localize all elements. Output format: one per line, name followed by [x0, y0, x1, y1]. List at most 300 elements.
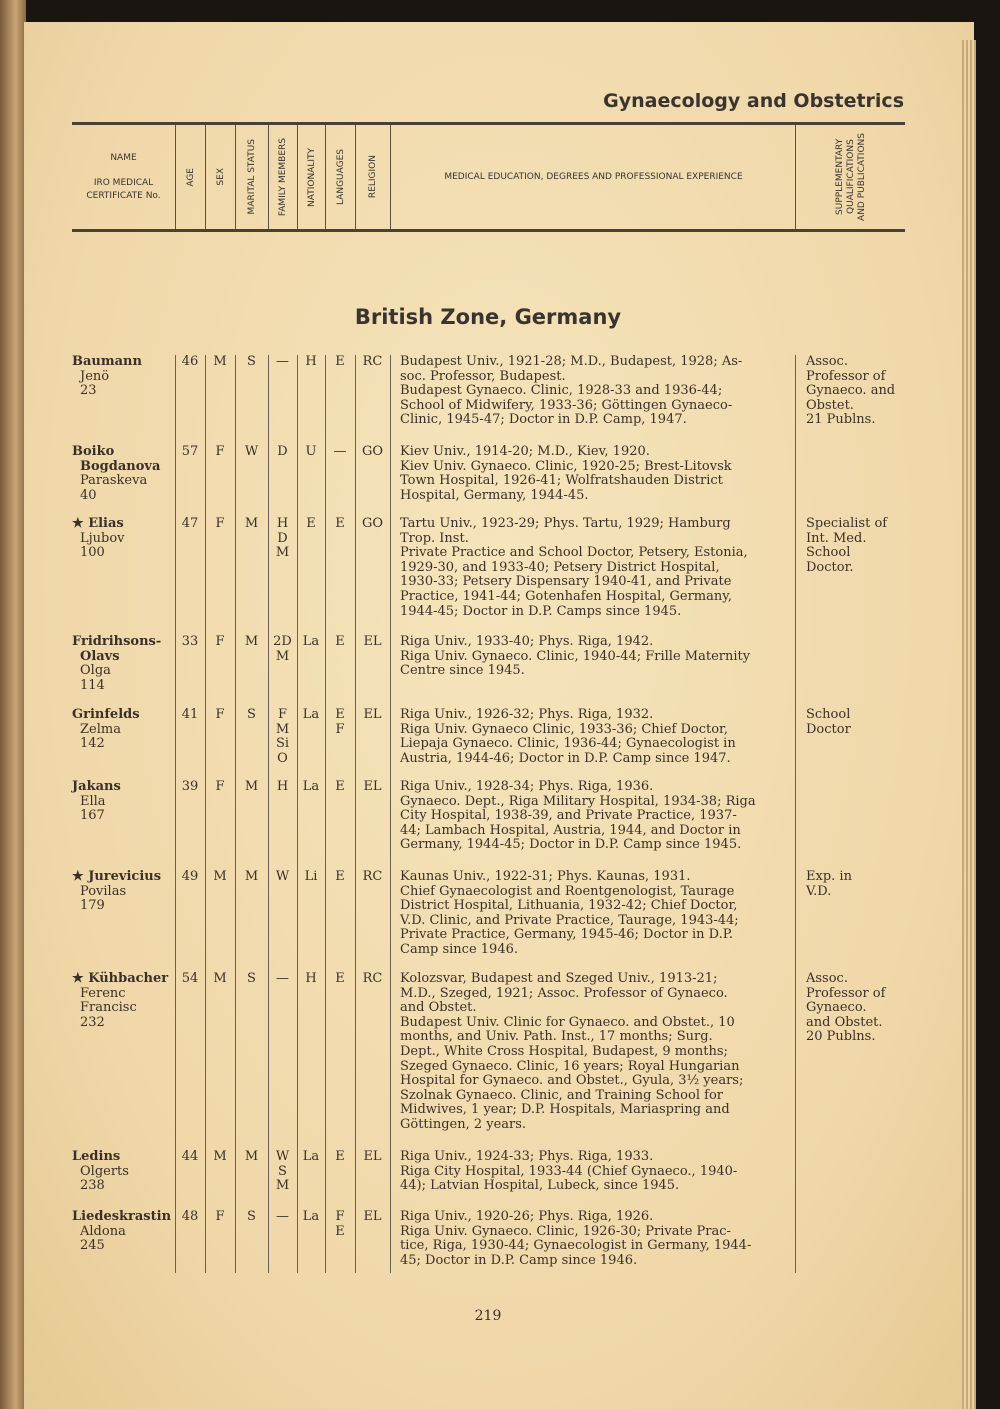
family-value: O	[277, 750, 288, 766]
marital-cell	[235, 870, 268, 885]
sex-cell	[205, 708, 235, 723]
sex-cell	[205, 870, 235, 885]
family-value: M	[275, 1178, 290, 1194]
sex-value: F	[215, 444, 225, 459]
sex-value: F	[215, 1209, 225, 1224]
rel-cell	[355, 780, 390, 795]
certificate-number: 100	[80, 545, 105, 561]
supplementary-line: Assoc.	[806, 971, 848, 986]
family-value: 2D	[273, 634, 292, 649]
education-line: V.D. Clinic, and Private Practice, Taurage, 1943-44;	[400, 912, 739, 928]
nat-cell	[297, 708, 325, 723]
surname-text: Elias	[88, 516, 124, 531]
lang-cell	[325, 870, 355, 885]
lang-cell	[325, 517, 355, 532]
education-cell	[400, 780, 792, 853]
surname	[72, 635, 175, 650]
given-name: Ferenc	[80, 985, 126, 1001]
nat-cell	[297, 870, 325, 885]
education-line: Chief Gynaecologist and Roentgenologist, Taurage	[400, 883, 735, 899]
lang-cell	[325, 1210, 355, 1239]
header-sex-label: SEX	[215, 168, 226, 186]
lang-cell	[325, 635, 355, 650]
sup-l2: QUALIFICATIONS	[845, 139, 856, 215]
nat-value: Li	[304, 869, 318, 884]
family-value: M	[275, 545, 290, 561]
given-name: Ella	[80, 793, 106, 809]
education-cell	[400, 355, 792, 428]
marital-value: S	[247, 707, 256, 722]
surname-text: Kühbacher	[88, 971, 169, 986]
family-value: W	[275, 1149, 290, 1164]
education-line: Riga Univ., 1928-34; Phys. Riga, 1936.	[400, 779, 654, 794]
marital-cell	[235, 780, 268, 795]
surname	[72, 870, 175, 885]
marital-cell	[235, 1150, 268, 1165]
sex-cell	[205, 517, 235, 532]
education-cell	[400, 972, 792, 1133]
family-cell	[268, 445, 297, 460]
lang-cell	[325, 708, 355, 737]
sex-value: F	[215, 516, 225, 531]
lang-value: E	[335, 1149, 345, 1164]
education-cell	[400, 708, 792, 766]
lang-value: E	[335, 634, 345, 649]
education-line: Göttingen, 2 years.	[400, 1116, 527, 1132]
header-marital	[235, 125, 269, 229]
education-line: tice, Riga, 1930-44; Gynaecologist in Germany, 1944-	[400, 1238, 752, 1254]
lang-cell	[325, 780, 355, 795]
table-header	[72, 122, 905, 232]
education-line: Centre since 1945.	[400, 663, 525, 679]
surname-text: Jakans	[72, 779, 121, 794]
certificate-number: 23	[80, 383, 97, 399]
supplementary-line: Int. Med.	[806, 530, 867, 546]
marital-value: M	[244, 634, 259, 649]
nat-value: H	[305, 971, 317, 986]
marital-cell	[235, 1210, 268, 1225]
family-value: D	[277, 444, 288, 459]
header-nationality-label: NATIONALITY	[306, 147, 317, 207]
rel-cell	[355, 517, 390, 532]
column-divider	[175, 355, 176, 1273]
age-cell	[175, 972, 205, 987]
education-cell	[400, 517, 792, 619]
family-cell	[268, 780, 297, 795]
education-line: Riga Univ. Gynaeco. Clinic, 1926-30; Private Prac-	[400, 1223, 731, 1239]
age-cell	[175, 1210, 205, 1225]
surname-text: Grinfelds	[72, 707, 140, 722]
nat-cell	[297, 972, 325, 987]
nat-value: La	[302, 779, 320, 794]
header-age-label: AGE	[185, 167, 196, 187]
education-line: Kiev Univ., 1914-20; M.D., Kiev, 1920.	[400, 444, 650, 459]
age-value: 33	[181, 634, 199, 649]
star-icon: ★	[72, 971, 84, 986]
given-name: Olgerts	[80, 1163, 129, 1179]
page-edges	[962, 40, 976, 1409]
education-cell	[400, 870, 792, 958]
certificate-number: 167	[80, 808, 105, 824]
nat-cell	[297, 355, 325, 370]
education-line: Clinic, 1945-47; Doctor in D.P. Camp, 1947.	[400, 412, 687, 428]
header-supplementary	[795, 125, 906, 229]
age-cell	[175, 780, 205, 795]
lang-value: E	[335, 971, 345, 986]
marital-cell	[235, 517, 268, 532]
given-name: Ljubov	[80, 530, 125, 546]
lang-value: E	[335, 1223, 345, 1239]
name-cell	[72, 780, 175, 824]
age-value: 44	[181, 1149, 199, 1164]
age-value: 49	[181, 869, 199, 884]
sex-cell	[205, 1150, 235, 1165]
supplementary-line: Obstet.	[806, 397, 854, 413]
supplementary-line: Gynaeco.	[806, 1000, 867, 1016]
family-cell	[268, 517, 297, 561]
page-title: Gynaecology and Obstetrics	[603, 90, 904, 112]
family-value: —	[276, 354, 289, 369]
lang-value: E	[335, 707, 345, 722]
education-line: Trop. Inst.	[400, 530, 469, 546]
marital-value: M	[244, 869, 259, 884]
column-divider	[268, 355, 269, 1273]
certificate-number: 232	[80, 1014, 105, 1030]
marital-value: M	[244, 779, 259, 794]
education-line: 1929-30, and 1933-40; Petsery District Hospital,	[400, 559, 720, 575]
family-cell	[268, 1210, 297, 1225]
rel-value: RC	[362, 869, 383, 884]
education-line: 1930-33; Petsery Dispensary 1940-41, and Private	[400, 574, 732, 590]
given-name: Francisc	[80, 1000, 137, 1016]
education-line: Riga Univ. Gynaeco Clinic, 1933-36; Chief Doctor,	[400, 721, 728, 737]
star-icon: ★	[72, 516, 84, 531]
header-languages-label: LANGUAGES	[335, 148, 346, 206]
surname-text: Baumann	[72, 354, 142, 369]
rel-value: GO	[361, 444, 384, 459]
education-line: Private Practice, Germany, 1945-46; Doctor in D.P.	[400, 927, 733, 943]
nat-cell	[297, 517, 325, 532]
sex-cell	[205, 1210, 235, 1225]
rel-value: RC	[362, 354, 383, 369]
marital-value: S	[247, 354, 256, 369]
education-line: months, and Univ. Path. Inst., 17 months; Surg.	[400, 1029, 713, 1045]
education-line: Riga Univ., 1920-26; Phys. Riga, 1926.	[400, 1209, 654, 1224]
age-value: 47	[181, 516, 199, 531]
surname	[72, 517, 175, 532]
age-cell	[175, 355, 205, 370]
rel-value: RC	[362, 971, 383, 986]
surname-text: Fridrihsons-	[72, 634, 162, 649]
family-value: H	[276, 779, 289, 794]
sex-value: M	[213, 354, 227, 369]
supplementary-line: Doctor.	[806, 559, 854, 575]
certificate-number: 245	[80, 1238, 105, 1254]
lang-value: F	[335, 721, 345, 737]
marital-cell	[235, 972, 268, 987]
rel-value: EL	[363, 707, 382, 722]
education-line: 44; Lambach Hospital, Austria, 1944, and Doctor in	[400, 822, 741, 838]
supplementary-line: V.D.	[806, 883, 832, 899]
education-line: Camp since 1946.	[400, 941, 519, 957]
education-line: Riga Univ. Gynaeco. Clinic, 1940-44; Frille Maternity	[400, 648, 751, 664]
supplementary-line: School	[806, 707, 851, 722]
nat-value: H	[305, 354, 317, 369]
name-cell	[72, 972, 175, 1030]
education-line: Tartu Univ., 1923-29; Phys. Tartu, 1929; Hamburg	[400, 516, 731, 531]
supplementary-line: 21 Publns.	[806, 412, 876, 428]
header-iro-label: IRO MEDICAL	[93, 177, 154, 188]
education-line: 45; Doctor in D.P. Camp since 1946.	[400, 1252, 638, 1268]
family-value: —	[276, 1209, 289, 1224]
surname	[72, 650, 175, 665]
education-line: Town Hospital, 1926-41; Wolfratshauden District	[400, 473, 723, 489]
surname-text: Olavs	[80, 648, 120, 664]
nat-cell	[297, 635, 325, 650]
given-name: Aldona	[80, 1223, 126, 1239]
surname	[72, 445, 175, 460]
nat-value: La	[302, 1209, 320, 1224]
age-value: 46	[181, 354, 199, 369]
lang-value: F	[335, 1209, 345, 1224]
education-cell	[400, 1210, 792, 1268]
family-value: D	[277, 530, 288, 546]
family-cell	[268, 972, 297, 987]
education-line: Germany, 1944-45; Doctor in D.P. Camp since 1945.	[400, 837, 742, 853]
supplementary-line: Specialist of	[806, 516, 888, 531]
nat-value: La	[302, 634, 320, 649]
education-line: M.D., Szeged, 1921; Assoc. Professor of Gynaeco.	[400, 985, 728, 1001]
education-cell	[400, 635, 792, 679]
marital-value: M	[244, 516, 259, 531]
name-cell	[72, 1210, 175, 1254]
education-line: Budapest Gynaeco. Clinic, 1928-33 and 1936-44;	[400, 383, 723, 399]
certificate-number: 40	[80, 487, 97, 503]
section-heading: British Zone, Germany	[354, 305, 622, 329]
marital-cell	[235, 355, 268, 370]
surname	[72, 972, 175, 987]
education-line: Riga Univ., 1924-33; Phys. Riga, 1933.	[400, 1149, 654, 1164]
education-line: Austria, 1944-46; Doctor in D.P. Camp since 1947.	[400, 750, 731, 766]
marital-cell	[235, 445, 268, 460]
education-line: City Hospital, 1938-39, and Private Practice, 1937-	[400, 808, 737, 824]
supplementary-cell	[806, 972, 916, 1045]
header-name-label: NAME	[110, 152, 137, 163]
education-line: Riga Univ., 1926-32; Phys. Riga, 1932.	[400, 707, 654, 722]
header-family	[268, 125, 298, 229]
lang-value: E	[335, 354, 345, 369]
education-line: Gynaeco. Dept., Riga Military Hospital, 1934-38; Riga	[400, 793, 756, 809]
family-cell	[268, 355, 297, 370]
education-line: soc. Professor, Budapest.	[400, 368, 566, 384]
marital-value: W	[244, 444, 259, 459]
family-value: S	[278, 1163, 287, 1179]
family-cell	[268, 870, 297, 885]
rel-value: EL	[363, 634, 382, 649]
education-line: Szolnak Gynaeco. Clinic, and Training School for	[400, 1087, 723, 1103]
rel-cell	[355, 1150, 390, 1165]
supplementary-cell	[806, 870, 916, 899]
name-cell	[72, 708, 175, 752]
education-line: School of Midwifery, 1933-36; Göttingen Gynaeco-	[400, 397, 733, 413]
education-line: Hospital, Germany, 1944-45.	[400, 487, 589, 503]
education-line: District Hospital, Lithuania, 1932-42; Chief Doctor,	[400, 898, 738, 914]
header-family-label: FAMILY MEMBERS	[278, 137, 288, 217]
marital-value: S	[247, 971, 256, 986]
sex-cell	[205, 635, 235, 650]
previous-page-edge	[0, 0, 26, 1409]
page-number: 219	[474, 1308, 502, 1324]
sex-value: F	[215, 707, 225, 722]
supplementary-line: Assoc.	[806, 354, 848, 369]
sex-value: F	[215, 634, 225, 649]
certificate-number: 238	[80, 1178, 105, 1194]
age-value: 39	[181, 779, 199, 794]
age-value: 48	[181, 1209, 199, 1224]
name-cell	[72, 870, 175, 914]
rel-cell	[355, 708, 390, 723]
supplementary-line: Professor of	[806, 368, 886, 384]
supplementary-line: and Obstet.	[806, 1014, 883, 1030]
surname-text: Ledins	[72, 1149, 121, 1164]
rel-value: GO	[361, 516, 384, 531]
education-line: Dept., White Cross Hospital, Budapest, 9 months;	[400, 1043, 728, 1059]
age-value: 41	[181, 707, 199, 722]
family-value: M	[275, 721, 290, 737]
lang-cell	[325, 355, 355, 370]
nat-value: La	[302, 1149, 320, 1164]
education-line: Midwives, 1 year; D.P. Hospitals, Mariaspring and	[400, 1102, 730, 1118]
column-divider	[235, 355, 236, 1273]
family-value: —	[276, 971, 289, 986]
lang-cell	[325, 445, 355, 460]
column-divider	[325, 355, 326, 1273]
certificate-number: 142	[80, 736, 105, 752]
family-value: F	[277, 707, 288, 722]
name-cell	[72, 517, 175, 561]
sex-value: F	[215, 779, 225, 794]
education-line: Budapest Univ., 1921-28; M.D., Budapest, 1928; As-	[400, 354, 743, 369]
rel-cell	[355, 635, 390, 650]
marital-cell	[235, 708, 268, 723]
supplementary-line: Exp. in	[806, 869, 852, 884]
rel-cell	[355, 972, 390, 987]
rel-cell	[355, 445, 390, 460]
family-cell	[268, 1150, 297, 1194]
header-religion-label: RELIGION	[368, 155, 378, 199]
education-line: and Obstet.	[400, 1000, 477, 1016]
marital-cell	[235, 635, 268, 650]
name-cell	[72, 355, 175, 399]
column-divider	[205, 355, 206, 1273]
surname	[72, 460, 175, 475]
education-line: Hospital for Gynaeco. and Obstet., Gyula, 3½ years;	[400, 1073, 744, 1089]
rel-cell	[355, 1210, 390, 1225]
sex-value: M	[213, 869, 227, 884]
header-nationality	[297, 125, 326, 229]
rel-value: EL	[363, 1209, 382, 1224]
header-sex	[205, 125, 236, 229]
education-line: 44); Latvian Hospital, Lubeck, since 1945.	[400, 1178, 680, 1194]
lang-cell	[325, 1150, 355, 1165]
given-name: Paraskeva	[80, 473, 148, 489]
supplementary-line: 20 Publns.	[806, 1029, 876, 1045]
header-supplementary-label	[835, 133, 868, 221]
nat-cell	[297, 445, 325, 460]
header-education	[390, 125, 796, 229]
education-line: Kiev Univ. Gynaeco. Clinic, 1920-25; Brest-Litovsk	[400, 458, 732, 474]
age-cell	[175, 1150, 205, 1165]
surname-text: Bogdanova	[80, 458, 161, 474]
sex-cell	[205, 780, 235, 795]
sex-cell	[205, 445, 235, 460]
nat-cell	[297, 780, 325, 795]
supplementary-cell	[806, 708, 916, 737]
header-religion	[355, 125, 391, 229]
sex-value: M	[213, 971, 227, 986]
age-value: 57	[181, 444, 199, 459]
lang-cell	[325, 972, 355, 987]
surname	[72, 1150, 175, 1165]
lang-value: E	[335, 516, 345, 531]
age-cell	[175, 635, 205, 650]
family-cell	[268, 635, 297, 664]
lang-value: E	[335, 869, 345, 884]
age-cell	[175, 517, 205, 532]
certificate-number: 179	[80, 898, 105, 914]
education-cell	[400, 445, 792, 503]
surname	[72, 708, 175, 723]
education-line: Szeged Gynaeco. Clinic, 16 years; Royal Hungarian	[400, 1058, 740, 1074]
surname	[72, 355, 175, 370]
given-name: Olga	[80, 663, 111, 679]
family-value: H	[276, 516, 289, 531]
education-line: Private Practice and School Doctor, Petsery, Estonia,	[400, 545, 748, 561]
column-divider	[297, 355, 298, 1273]
sup-l1: SUPPLEMENTARY	[834, 138, 845, 216]
supplementary-cell	[806, 355, 916, 428]
supplementary-line: School	[806, 545, 851, 561]
surname	[72, 780, 175, 795]
education-line: Practice, 1941-44; Gotenhafen Hospital, Germany,	[400, 588, 732, 604]
age-cell	[175, 708, 205, 723]
header-marital-label: MARITAL STATUS	[247, 139, 257, 215]
header-languages	[325, 125, 356, 229]
supplementary-line: Gynaeco. and	[806, 383, 896, 399]
name-cell	[72, 1150, 175, 1194]
surname-text: Liedeskrastin	[72, 1209, 172, 1224]
lang-value: E	[335, 779, 345, 794]
star-icon: ★	[72, 869, 84, 884]
given-name: Jenö	[80, 368, 110, 384]
sex-value: M	[213, 1149, 227, 1164]
marital-value: S	[247, 1209, 256, 1224]
age-cell	[175, 870, 205, 885]
surname	[72, 1210, 175, 1225]
family-value: Si	[275, 736, 290, 752]
supplementary-cell	[806, 517, 916, 575]
header-name	[72, 125, 175, 229]
age-value: 54	[181, 971, 199, 986]
nat-value: E	[306, 516, 316, 531]
given-name: Zelma	[80, 721, 121, 737]
education-line: Riga Univ., 1933-40; Phys. Riga, 1942.	[400, 634, 654, 649]
sup-l3: AND PUBLICATIONS	[856, 133, 867, 221]
column-divider	[355, 355, 356, 1273]
name-cell	[72, 635, 175, 693]
supplementary-line: Professor of	[806, 985, 886, 1001]
education-line: Riga City Hospital, 1933-44 (Chief Gynaeco., 1940-	[400, 1163, 738, 1179]
